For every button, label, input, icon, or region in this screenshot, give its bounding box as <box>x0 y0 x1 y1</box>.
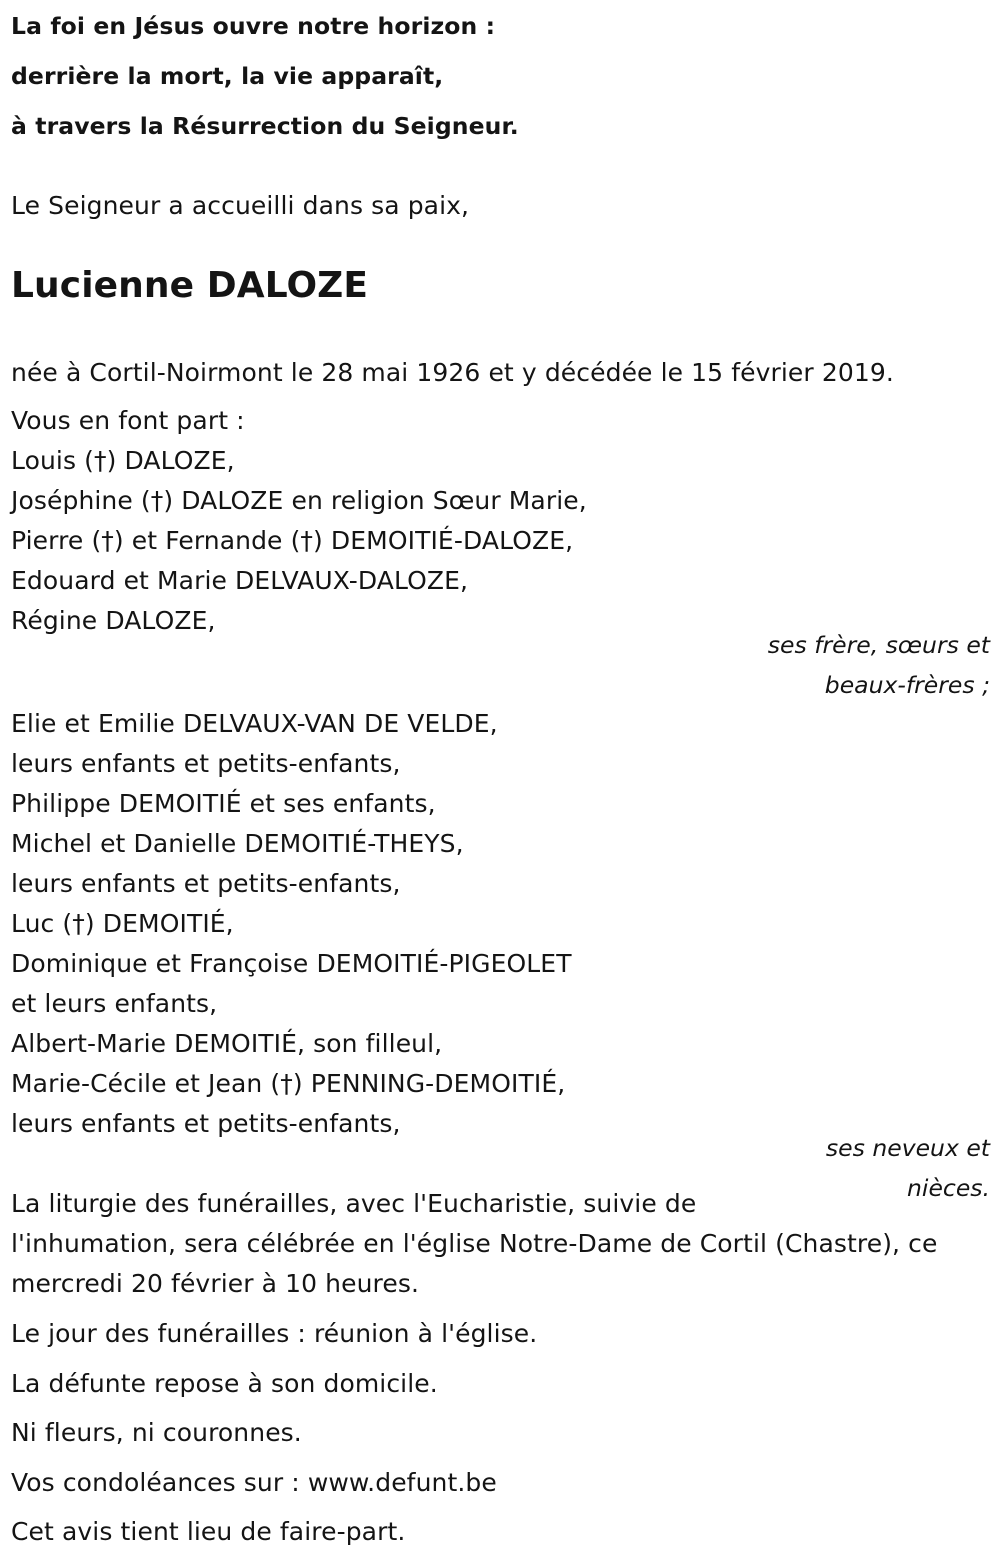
nephew-line: Luc (†) DEMOITIÉ, <box>11 909 234 938</box>
sibling-line: Régine DALOZE, <box>11 606 216 635</box>
nephew-line: Dominique et Françoise DEMOITIÉ-PIGEOLET <box>11 949 572 978</box>
siblings-relation-line: beaux-frères ; <box>824 671 990 699</box>
funeral-line: l'inhumation, sera célébrée en l'église Notre-Dame de Cortil (Chastre), ce <box>11 1229 938 1258</box>
note-flowers: Ni fleurs, ni couronnes. <box>11 1418 302 1447</box>
nephew-line: Elie et Emilie DELVAUX-VAN DE VELDE, <box>11 709 498 738</box>
funeral-line: mercredi 20 février à 10 heures. <box>11 1269 420 1298</box>
nephew-line: leurs enfants et petits-enfants, <box>11 1109 401 1138</box>
verse-line-3: à travers la Résurrection du Seigneur. <box>11 112 519 140</box>
note-faire-part: Cet avis tient lieu de faire-part. <box>11 1517 406 1546</box>
nephew-line: et leurs enfants, <box>11 989 218 1018</box>
nephew-line: Philippe DEMOITIÉ et ses enfants, <box>11 789 436 818</box>
announce-line: Vous en font part : <box>11 406 245 435</box>
note-reunion: Le jour des funérailles : réunion à l'église. <box>11 1319 538 1348</box>
sibling-line: Pierre (†) et Fernande (†) DEMOITIÉ-DALOZE, <box>11 526 574 555</box>
intro-line: Le Seigneur a accueilli dans sa paix, <box>11 191 470 220</box>
nephews-relation-line: nièces. <box>907 1174 990 1202</box>
verse-line-1: La foi en Jésus ouvre notre horizon : <box>11 12 496 40</box>
nephew-line: Marie-Cécile et Jean (†) PENNING-DEMOITIÉ, <box>11 1069 566 1098</box>
nephew-line: leurs enfants et petits-enfants, <box>11 869 401 898</box>
nephews-relation-line: ses neveux et <box>825 1134 990 1162</box>
deceased-name: Lucienne DALOZE <box>11 265 369 306</box>
note-condolences: Vos condoléances sur : www.defunt.be <box>11 1468 497 1497</box>
sibling-line: Joséphine (†) DALOZE en religion Sœur Marie, <box>11 486 587 515</box>
nephew-line: Albert-Marie DEMOITIÉ, son filleul, <box>11 1029 443 1058</box>
sibling-line: Louis (†) DALOZE, <box>11 446 235 475</box>
nephew-line: Michel et Danielle DEMOITIÉ-THEYS, <box>11 829 464 858</box>
funeral-line: La liturgie des funérailles, avec l'Eucharistie, suivie de <box>11 1189 697 1218</box>
sibling-line: Edouard et Marie DELVAUX-DALOZE, <box>11 566 469 595</box>
verse-line-2: derrière la mort, la vie apparaît, <box>11 62 444 90</box>
nephew-line: leurs enfants et petits-enfants, <box>11 749 401 778</box>
siblings-relation-line: ses frère, sœurs et <box>767 631 990 659</box>
birth-death-line: née à Cortil-Noirmont le 28 mai 1926 et y décédée le 15 février 2019. <box>11 358 894 387</box>
note-repose: La défunte repose à son domicile. <box>11 1369 438 1398</box>
